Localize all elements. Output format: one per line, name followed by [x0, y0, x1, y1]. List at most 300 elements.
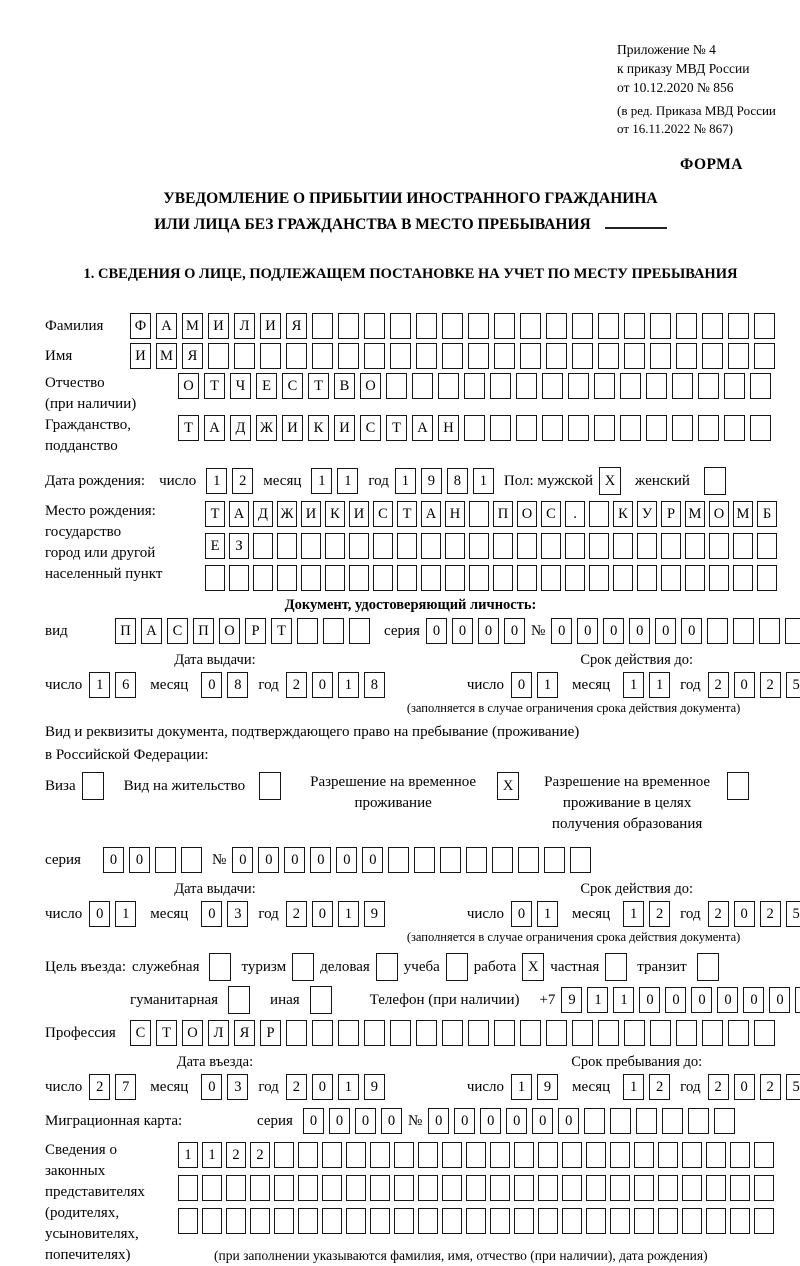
char-cell[interactable] — [598, 1020, 619, 1046]
char-cell[interactable]: 2 — [760, 901, 781, 927]
char-cell[interactable] — [785, 618, 800, 644]
char-cell[interactable]: Т — [205, 501, 225, 527]
char-cell[interactable]: С — [541, 501, 561, 527]
char-cell[interactable]: З — [229, 533, 249, 559]
char-cell[interactable] — [538, 1208, 558, 1234]
char-cell[interactable] — [754, 1208, 774, 1234]
char-cell[interactable]: 6 — [115, 672, 136, 698]
char-cell[interactable] — [546, 313, 567, 339]
char-cell[interactable] — [370, 1208, 390, 1234]
char-cell[interactable]: 9 — [537, 1074, 558, 1100]
char-cell[interactable] — [634, 1142, 654, 1168]
char-cell[interactable]: И — [282, 415, 303, 441]
char-cell[interactable]: Р — [245, 618, 266, 644]
char-cell[interactable] — [594, 415, 615, 441]
char-cell[interactable] — [259, 772, 281, 800]
char-cell[interactable]: 3 — [227, 901, 248, 927]
char-cell[interactable]: X — [599, 467, 621, 495]
char-cell[interactable] — [728, 1020, 749, 1046]
purpose-tourism-checkbox[interactable] — [292, 953, 314, 981]
char-cell[interactable] — [322, 1142, 342, 1168]
char-cell[interactable]: 0 — [655, 618, 676, 644]
char-cell[interactable]: 0 — [362, 847, 383, 873]
char-cell[interactable] — [610, 1142, 630, 1168]
char-cell[interactable]: 0 — [303, 1108, 324, 1134]
sex-female-checkbox[interactable] — [704, 467, 726, 495]
char-cell[interactable] — [466, 1175, 486, 1201]
char-cell[interactable]: Д — [230, 415, 251, 441]
char-cell[interactable]: 0 — [639, 987, 660, 1013]
char-cell[interactable]: 0 — [717, 987, 738, 1013]
char-cell[interactable]: 0 — [284, 847, 305, 873]
char-cell[interactable]: С — [360, 415, 381, 441]
purpose-transit-checkbox[interactable] — [697, 953, 719, 981]
char-cell[interactable] — [634, 1175, 654, 1201]
char-cell[interactable] — [605, 953, 627, 981]
char-cell[interactable] — [709, 565, 729, 591]
char-cell[interactable] — [202, 1175, 222, 1201]
char-cell[interactable] — [650, 1020, 671, 1046]
char-cell[interactable] — [646, 415, 667, 441]
char-cell[interactable] — [589, 533, 609, 559]
char-cell[interactable] — [155, 847, 176, 873]
char-cell[interactable] — [682, 1175, 702, 1201]
char-cell[interactable] — [442, 343, 463, 369]
char-cell[interactable]: Т — [386, 415, 407, 441]
char-cell[interactable] — [650, 313, 671, 339]
char-cell[interactable]: 9 — [364, 901, 385, 927]
char-cell[interactable]: 0 — [506, 1108, 527, 1134]
char-cell[interactable] — [546, 1020, 567, 1046]
char-cell[interactable]: Т — [156, 1020, 177, 1046]
char-cell[interactable] — [672, 373, 693, 399]
char-cell[interactable]: 0 — [480, 1108, 501, 1134]
char-cell[interactable] — [416, 343, 437, 369]
char-cell[interactable] — [570, 847, 591, 873]
char-cell[interactable]: У — [637, 501, 657, 527]
char-cell[interactable]: 0 — [734, 901, 755, 927]
char-cell[interactable] — [624, 1020, 645, 1046]
char-cell[interactable] — [298, 1142, 318, 1168]
char-cell[interactable]: В — [334, 373, 355, 399]
char-cell[interactable] — [541, 565, 561, 591]
char-cell[interactable] — [730, 1142, 750, 1168]
char-cell[interactable] — [514, 1142, 534, 1168]
char-cell[interactable]: 1 — [623, 901, 644, 927]
char-cell[interactable] — [704, 467, 726, 495]
char-cell[interactable] — [394, 1175, 414, 1201]
char-cell[interactable]: 8 — [227, 672, 248, 698]
char-cell[interactable]: И — [208, 313, 229, 339]
char-cell[interactable]: 1 — [338, 1074, 359, 1100]
char-cell[interactable]: О — [709, 501, 729, 527]
char-cell[interactable] — [750, 415, 771, 441]
char-cell[interactable]: 0 — [691, 987, 712, 1013]
char-cell[interactable] — [445, 565, 465, 591]
char-cell[interactable] — [412, 373, 433, 399]
char-cell[interactable] — [572, 1020, 593, 1046]
char-cell[interactable]: 3 — [227, 1074, 248, 1100]
char-cell[interactable]: Н — [445, 501, 465, 527]
char-cell[interactable] — [390, 343, 411, 369]
char-cell[interactable]: Я — [286, 313, 307, 339]
char-cell[interactable]: П — [115, 618, 136, 644]
char-cell[interactable]: 1 — [178, 1142, 198, 1168]
char-cell[interactable] — [301, 533, 321, 559]
char-cell[interactable] — [706, 1208, 726, 1234]
char-cell[interactable] — [598, 343, 619, 369]
char-cell[interactable]: О — [178, 373, 199, 399]
char-cell[interactable] — [442, 1208, 462, 1234]
char-cell[interactable]: 0 — [103, 847, 124, 873]
char-cell[interactable]: 1 — [202, 1142, 222, 1168]
char-cell[interactable] — [586, 1175, 606, 1201]
char-cell[interactable] — [706, 1175, 726, 1201]
char-cell[interactable] — [754, 1020, 775, 1046]
char-cell[interactable]: 0 — [452, 618, 473, 644]
char-cell[interactable]: 0 — [310, 847, 331, 873]
char-cell[interactable] — [181, 847, 202, 873]
char-cell[interactable] — [274, 1175, 294, 1201]
char-cell[interactable] — [682, 1142, 702, 1168]
char-cell[interactable] — [469, 501, 489, 527]
char-cell[interactable] — [538, 1175, 558, 1201]
char-cell[interactable] — [277, 565, 297, 591]
char-cell[interactable]: 0 — [511, 672, 532, 698]
char-cell[interactable]: 0 — [665, 987, 686, 1013]
char-cell[interactable] — [520, 343, 541, 369]
char-cell[interactable] — [517, 533, 537, 559]
char-cell[interactable] — [346, 1208, 366, 1234]
char-cell[interactable] — [613, 565, 633, 591]
char-cell[interactable]: 0 — [329, 1108, 350, 1134]
char-cell[interactable]: 2 — [708, 901, 729, 927]
char-cell[interactable] — [373, 565, 393, 591]
char-cell[interactable]: 1 — [511, 1074, 532, 1100]
char-cell[interactable] — [338, 313, 359, 339]
char-cell[interactable]: 0 — [89, 901, 110, 927]
char-cell[interactable] — [277, 533, 297, 559]
char-cell[interactable] — [589, 501, 609, 527]
char-cell[interactable]: 1 — [587, 987, 608, 1013]
char-cell[interactable]: 0 — [551, 618, 572, 644]
char-cell[interactable] — [209, 953, 231, 981]
char-cell[interactable]: 8 — [364, 672, 385, 698]
char-cell[interactable]: О — [182, 1020, 203, 1046]
char-cell[interactable] — [253, 533, 273, 559]
char-cell[interactable] — [610, 1208, 630, 1234]
char-cell[interactable]: А — [412, 415, 433, 441]
char-cell[interactable] — [646, 373, 667, 399]
char-cell[interactable] — [469, 533, 489, 559]
char-cell[interactable] — [466, 847, 487, 873]
char-cell[interactable] — [394, 1208, 414, 1234]
char-cell[interactable] — [685, 533, 705, 559]
char-cell[interactable] — [658, 1208, 678, 1234]
char-cell[interactable]: С — [282, 373, 303, 399]
char-cell[interactable]: 1 — [89, 672, 110, 698]
char-cell[interactable] — [759, 618, 780, 644]
char-cell[interactable] — [494, 343, 515, 369]
char-cell[interactable]: Л — [208, 1020, 229, 1046]
char-cell[interactable] — [698, 373, 719, 399]
residence-permit-checkbox[interactable] — [259, 772, 281, 800]
char-cell[interactable] — [390, 313, 411, 339]
char-cell[interactable] — [493, 565, 513, 591]
char-cell[interactable]: К — [308, 415, 329, 441]
char-cell[interactable] — [492, 847, 513, 873]
char-cell[interactable] — [754, 343, 775, 369]
char-cell[interactable] — [727, 772, 749, 800]
char-cell[interactable] — [312, 313, 333, 339]
char-cell[interactable]: 5 — [786, 1074, 800, 1100]
char-cell[interactable]: К — [325, 501, 345, 527]
char-cell[interactable] — [322, 1208, 342, 1234]
char-cell[interactable]: 2 — [760, 1074, 781, 1100]
char-cell[interactable]: Ж — [277, 501, 297, 527]
char-cell[interactable]: 0 — [312, 901, 333, 927]
char-cell[interactable]: А — [141, 618, 162, 644]
char-cell[interactable] — [418, 1142, 438, 1168]
char-cell[interactable] — [490, 415, 511, 441]
char-cell[interactable]: 0 — [355, 1108, 376, 1134]
char-cell[interactable] — [469, 565, 489, 591]
char-cell[interactable]: 0 — [743, 987, 764, 1013]
char-cell[interactable] — [445, 533, 465, 559]
char-cell[interactable] — [514, 1208, 534, 1234]
char-cell[interactable] — [446, 953, 468, 981]
char-cell[interactable] — [572, 343, 593, 369]
purpose-humanitarian-checkbox[interactable] — [228, 986, 250, 1014]
char-cell[interactable]: М — [182, 313, 203, 339]
char-cell[interactable] — [620, 415, 641, 441]
char-cell[interactable] — [490, 373, 511, 399]
char-cell[interactable]: 2 — [649, 1074, 670, 1100]
char-cell[interactable] — [440, 847, 461, 873]
temp-residence-edu-checkbox[interactable] — [727, 772, 749, 800]
char-cell[interactable]: И — [260, 313, 281, 339]
char-cell[interactable]: 1 — [337, 468, 358, 494]
char-cell[interactable]: 1 — [623, 672, 644, 698]
char-cell[interactable] — [364, 343, 385, 369]
char-cell[interactable]: Н — [438, 415, 459, 441]
char-cell[interactable]: X — [522, 953, 544, 981]
char-cell[interactable] — [568, 373, 589, 399]
char-cell[interactable] — [542, 415, 563, 441]
char-cell[interactable] — [390, 1020, 411, 1046]
char-cell[interactable]: 2 — [286, 672, 307, 698]
phone-cells[interactable] — [561, 987, 800, 1013]
visa-checkbox[interactable] — [82, 772, 104, 800]
char-cell[interactable]: А — [204, 415, 225, 441]
char-cell[interactable] — [728, 343, 749, 369]
char-cell[interactable] — [562, 1175, 582, 1201]
char-cell[interactable] — [795, 987, 800, 1013]
char-cell[interactable]: 2 — [286, 1074, 307, 1100]
char-cell[interactable] — [297, 618, 318, 644]
char-cell[interactable] — [688, 1108, 709, 1134]
char-cell[interactable]: А — [156, 313, 177, 339]
purpose-business-checkbox[interactable] — [376, 953, 398, 981]
char-cell[interactable] — [516, 415, 537, 441]
char-cell[interactable] — [202, 1208, 222, 1234]
char-cell[interactable] — [634, 1208, 654, 1234]
char-cell[interactable] — [584, 1108, 605, 1134]
char-cell[interactable]: 1 — [338, 672, 359, 698]
char-cell[interactable] — [421, 533, 441, 559]
char-cell[interactable] — [707, 618, 728, 644]
char-cell[interactable] — [714, 1108, 735, 1134]
char-cell[interactable] — [226, 1208, 246, 1234]
char-cell[interactable] — [397, 533, 417, 559]
char-cell[interactable] — [520, 313, 541, 339]
char-cell[interactable] — [586, 1142, 606, 1168]
char-cell[interactable] — [544, 847, 565, 873]
char-cell[interactable]: 0 — [312, 672, 333, 698]
char-cell[interactable] — [676, 1020, 697, 1046]
char-cell[interactable]: 0 — [577, 618, 598, 644]
char-cell[interactable] — [757, 533, 777, 559]
char-cell[interactable] — [702, 1020, 723, 1046]
char-cell[interactable]: 9 — [421, 468, 442, 494]
char-cell[interactable] — [518, 847, 539, 873]
char-cell[interactable] — [468, 1020, 489, 1046]
char-cell[interactable]: 1 — [206, 468, 227, 494]
char-cell[interactable] — [325, 565, 345, 591]
char-cell[interactable]: 0 — [201, 1074, 222, 1100]
char-cell[interactable] — [676, 313, 697, 339]
char-cell[interactable] — [562, 1142, 582, 1168]
char-cell[interactable] — [490, 1142, 510, 1168]
char-cell[interactable]: Т — [308, 373, 329, 399]
char-cell[interactable]: Ж — [256, 415, 277, 441]
char-cell[interactable]: 0 — [478, 618, 499, 644]
char-cell[interactable]: 0 — [381, 1108, 402, 1134]
char-cell[interactable]: С — [167, 618, 188, 644]
char-cell[interactable]: 1 — [613, 987, 634, 1013]
char-cell[interactable] — [178, 1175, 198, 1201]
char-cell[interactable]: 2 — [250, 1142, 270, 1168]
char-cell[interactable] — [416, 313, 437, 339]
char-cell[interactable] — [442, 1020, 463, 1046]
char-cell[interactable]: 0 — [454, 1108, 475, 1134]
char-cell[interactable] — [208, 343, 229, 369]
char-cell[interactable] — [750, 373, 771, 399]
char-cell[interactable] — [754, 1175, 774, 1201]
char-cell[interactable] — [418, 1175, 438, 1201]
char-cell[interactable]: И — [130, 343, 151, 369]
char-cell[interactable] — [298, 1175, 318, 1201]
char-cell[interactable]: Я — [234, 1020, 255, 1046]
char-cell[interactable]: Т — [204, 373, 225, 399]
char-cell[interactable]: 1 — [395, 468, 416, 494]
char-cell[interactable] — [661, 565, 681, 591]
char-cell[interactable] — [493, 533, 513, 559]
char-cell[interactable] — [754, 313, 775, 339]
char-cell[interactable] — [349, 533, 369, 559]
char-cell[interactable]: 0 — [558, 1108, 579, 1134]
char-cell[interactable]: 9 — [364, 1074, 385, 1100]
char-cell[interactable] — [724, 373, 745, 399]
char-cell[interactable] — [565, 533, 585, 559]
char-cell[interactable]: 0 — [312, 1074, 333, 1100]
char-cell[interactable] — [724, 415, 745, 441]
char-cell[interactable] — [312, 1020, 333, 1046]
char-cell[interactable] — [706, 1142, 726, 1168]
char-cell[interactable] — [464, 415, 485, 441]
char-cell[interactable] — [702, 313, 723, 339]
char-cell[interactable] — [650, 343, 671, 369]
char-cell[interactable] — [541, 533, 561, 559]
char-cell[interactable]: С — [373, 501, 393, 527]
char-cell[interactable]: И — [301, 501, 321, 527]
char-cell[interactable] — [546, 343, 567, 369]
char-cell[interactable]: 1 — [311, 468, 332, 494]
char-cell[interactable] — [416, 1020, 437, 1046]
char-cell[interactable] — [637, 533, 657, 559]
char-cell[interactable]: 0 — [769, 987, 790, 1013]
char-cell[interactable] — [274, 1208, 294, 1234]
char-cell[interactable] — [520, 1020, 541, 1046]
char-cell[interactable] — [421, 565, 441, 591]
char-cell[interactable]: 2 — [708, 672, 729, 698]
char-cell[interactable] — [538, 1142, 558, 1168]
char-cell[interactable]: 0 — [734, 672, 755, 698]
char-cell[interactable] — [468, 343, 489, 369]
char-cell[interactable] — [562, 1208, 582, 1234]
char-cell[interactable] — [349, 565, 369, 591]
purpose-other-checkbox[interactable] — [310, 986, 332, 1014]
char-cell[interactable] — [349, 618, 370, 644]
char-cell[interactable] — [322, 1175, 342, 1201]
char-cell[interactable] — [662, 1108, 683, 1134]
char-cell[interactable] — [613, 533, 633, 559]
char-cell[interactable] — [702, 343, 723, 369]
char-cell[interactable] — [514, 1175, 534, 1201]
char-cell[interactable]: 2 — [760, 672, 781, 698]
char-cell[interactable] — [466, 1142, 486, 1168]
char-cell[interactable] — [234, 343, 255, 369]
char-cell[interactable]: X — [497, 772, 519, 800]
char-cell[interactable] — [542, 373, 563, 399]
char-cell[interactable] — [685, 565, 705, 591]
char-cell[interactable] — [226, 1175, 246, 1201]
char-cell[interactable]: 1 — [537, 672, 558, 698]
char-cell[interactable] — [517, 565, 537, 591]
char-cell[interactable] — [178, 1208, 198, 1234]
purpose-private-checkbox[interactable] — [605, 953, 627, 981]
char-cell[interactable] — [757, 565, 777, 591]
char-cell[interactable] — [370, 1175, 390, 1201]
char-cell[interactable] — [565, 565, 585, 591]
char-cell[interactable] — [624, 343, 645, 369]
char-cell[interactable] — [658, 1142, 678, 1168]
char-cell[interactable] — [373, 533, 393, 559]
char-cell[interactable] — [414, 847, 435, 873]
char-cell[interactable] — [418, 1208, 438, 1234]
char-cell[interactable] — [728, 313, 749, 339]
char-cell[interactable] — [292, 953, 314, 981]
char-cell[interactable] — [205, 565, 225, 591]
char-cell[interactable] — [672, 415, 693, 441]
char-cell[interactable] — [346, 1142, 366, 1168]
char-cell[interactable] — [709, 533, 729, 559]
char-cell[interactable]: И — [334, 415, 355, 441]
char-cell[interactable] — [516, 373, 537, 399]
char-cell[interactable] — [682, 1208, 702, 1234]
char-cell[interactable] — [598, 313, 619, 339]
char-cell[interactable]: Р — [260, 1020, 281, 1046]
